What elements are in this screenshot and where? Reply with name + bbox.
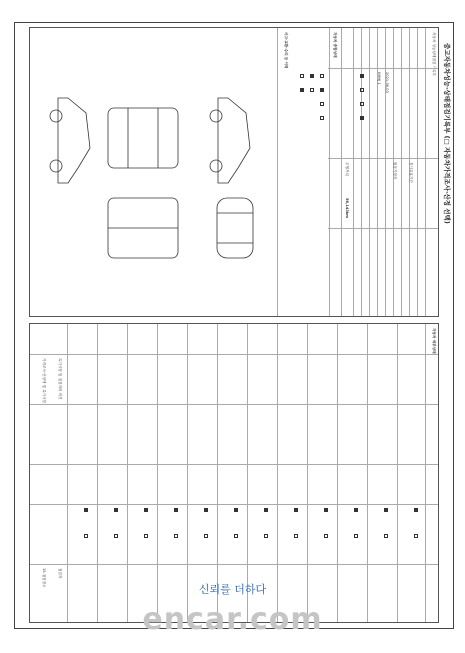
vin-value: KMHJ 1: [377, 72, 381, 85]
slogan-watermark: 신뢰를 더하다: [198, 583, 267, 596]
year-value: 2021-06-03: [385, 72, 389, 93]
section-main-title: 자동차 종합상태: [333, 32, 337, 58]
brand-watermark: encar.com: [142, 602, 323, 637]
car-diagrams: [38, 88, 268, 268]
valid-label: 검사유효기간: [409, 162, 413, 183]
inspection-document: [14, 22, 454, 629]
rotated-document-body: [15, 23, 453, 628]
section-detail-title: 자동차 세부상태: [432, 328, 436, 354]
mileage-label: 주행거리: [345, 162, 349, 176]
fuel-label: 원동기형식: [393, 162, 397, 180]
mileage-value: 56,143km: [345, 198, 349, 219]
subtitle: 자동차 성능상태점검 기록부: [432, 32, 436, 76]
vehicle-info-section: [29, 27, 439, 317]
document-title: 중고자동차성능·상태점검기록부 (□ 자동차가격조사·산정 선택): [443, 43, 451, 224]
price-label: 가격조사·산정액 및 특기사항: [42, 358, 46, 404]
bottom-note: 15.점검장소: [42, 568, 46, 588]
inspector-label: 점검자: [58, 568, 62, 579]
special-note-label: 특기사항 및 점검자의 의견: [58, 358, 62, 400]
detail-status-section: [29, 323, 439, 623]
section-frame-title: 사고·교환·수리 등 이력: [284, 32, 288, 69]
